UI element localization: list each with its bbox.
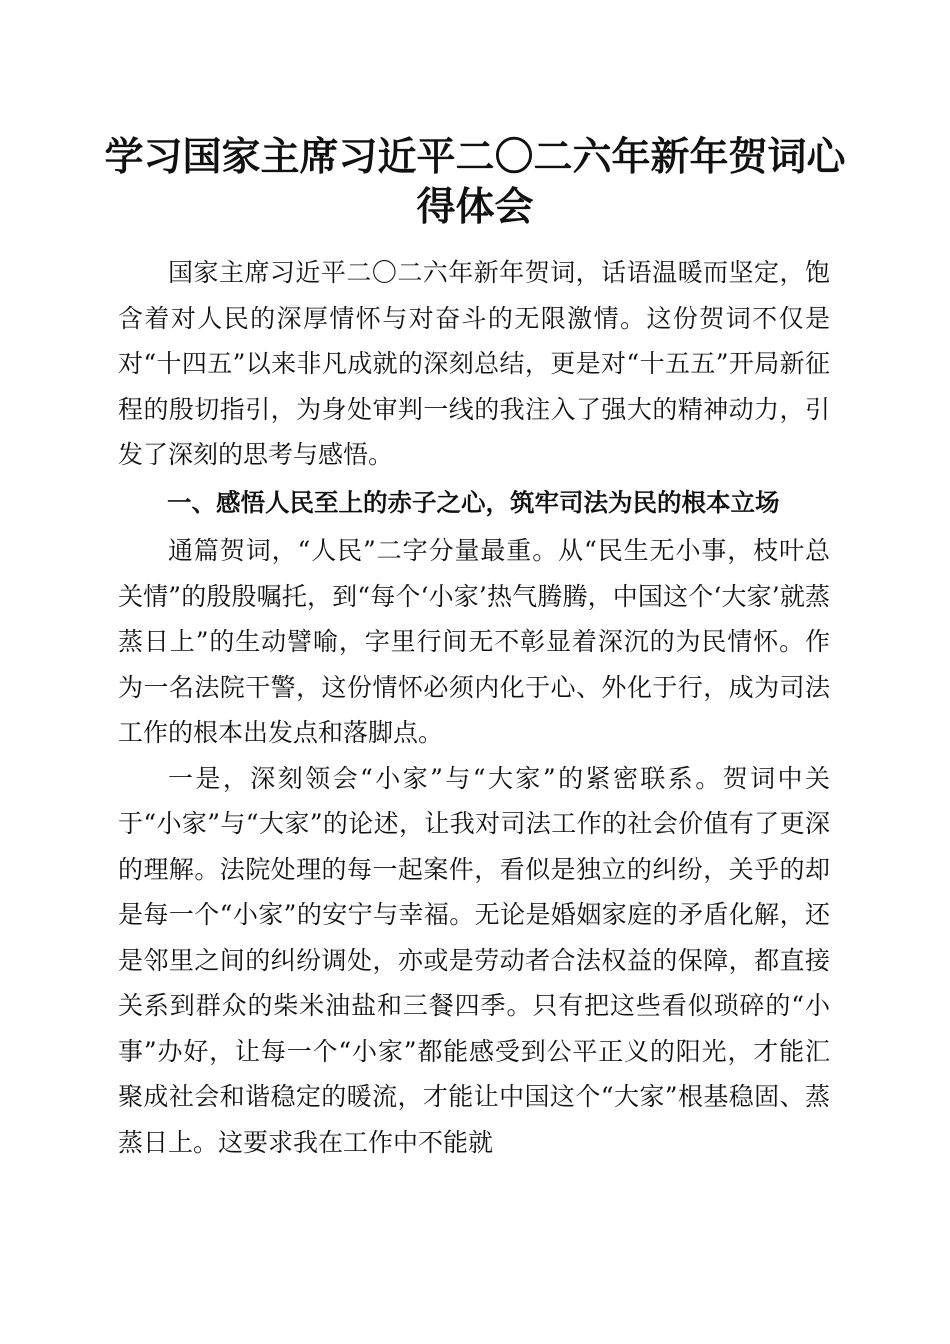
document-body (118, 250, 830, 1165)
paragraph-point-one: 一是，深刻领会“小家”与“大家”的紧密联系。贺词中关于“小家”与“大家”的论述，让我对司法工作的社会价值有了更深的理解。法院处理的每一起案件，看似是独立的纠纷，关乎的却是每一个“小家”的安宁与幸福。无论是婚姻家庭的矛盾化解，还是邻里之间的纠纷调处，亦或是劳动者合法权益的保障，都直接关系到群众的柴米油盐和三餐四季。只有把这些看似琐碎的“小事”办好，让每一个“小家”都能感受到公平正义的阳光，才能汇聚成社会和谐稳定的暖流，才能让中国这个“大家”根基稳固、蒸蒸日上。这要求我在工作中不能就 (118, 763, 830, 1157)
paragraph-intro: 国家主席习近平二〇二六年新年贺词，话语温暖而坚定，饱含着对人民的深厚情怀与对奋斗的无限激情。这份贺词不仅是对“十四五”以来非凡成就的深刻总结，更是对“十五五”开局新征程的殷切指引，为身处审判一线的我注入了强大的精神动力，引发了深刻的思考与感悟。 (118, 258, 830, 469)
document-title: 学习国家主席习近平二〇二六年新年贺词心得体会 (104, 134, 846, 230)
section-heading: 一、感悟人民至上的赤子之心，筑牢司法为民的根本立场 (167, 487, 780, 517)
paragraph-people: 通篇贺词，“人民”二字分量最重。从“民生无小事，枝叶总关情”的殷殷嘱托，到“每个‘小家’热气腾腾，中国这个‘大家’就蒸蒸日上”的生动譬喻，字里行间无不彰显着深沉的为民情怀。作为一名法院干警，这份情怀必须内化于心、外化于行，成为司法工作的根本出发点和落脚点。 (118, 536, 830, 747)
